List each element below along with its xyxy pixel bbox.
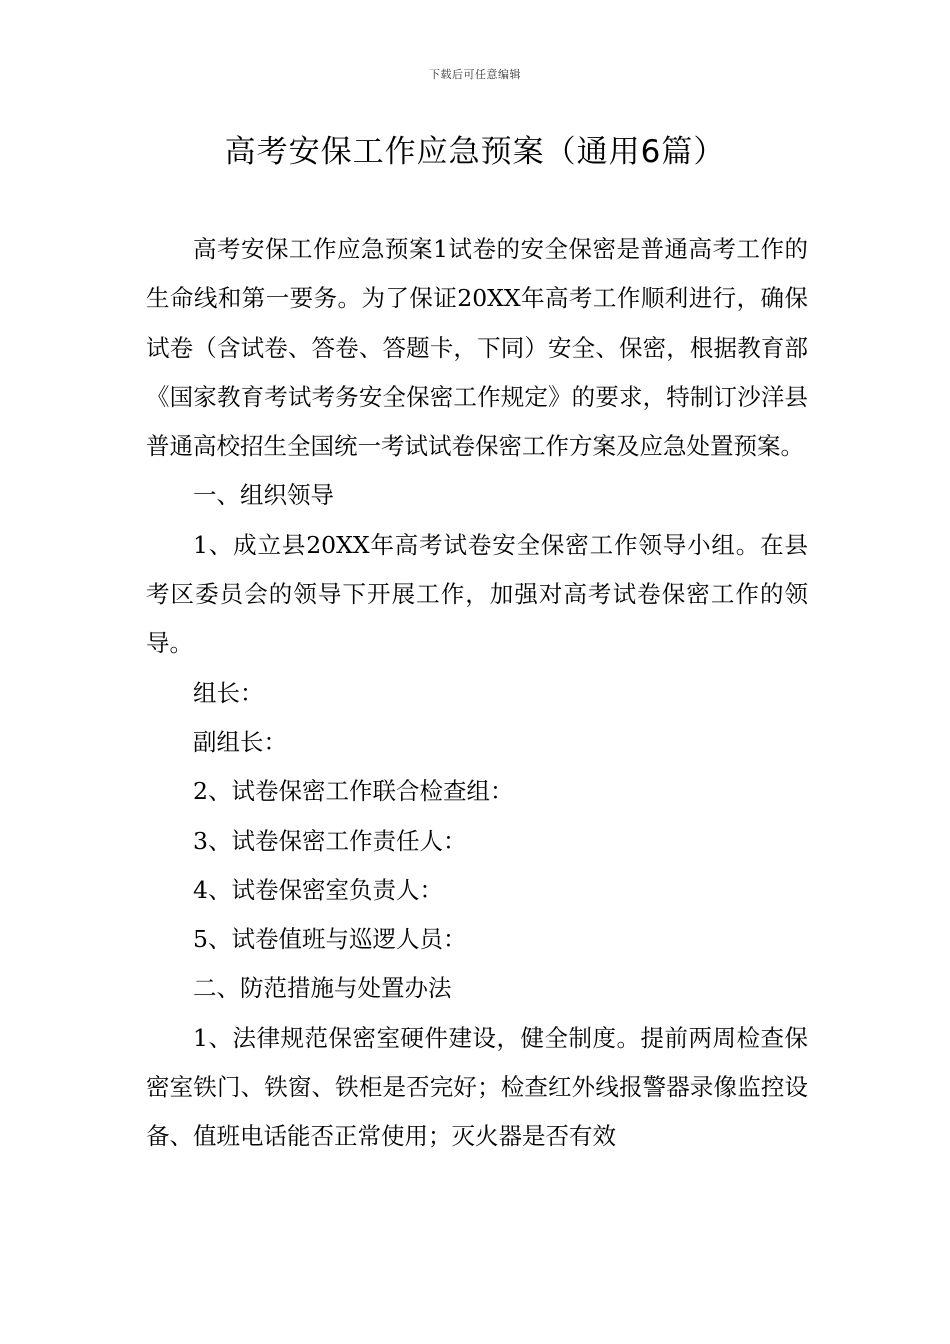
header-note: 下载后可任意编辑 <box>429 68 521 81</box>
paragraph-intro: 高考安保工作应急预案1试卷的安全保密是普通高考工作的生命线和第一要务。为了保证20XX年高考工作顺利进行，确保试卷（含试卷、答卷、答题卡，下同）安全、保密，根据教育部《国家教育考试考务安全保密工作规定》的要求，特制订沙洋县普通高校招生全国统一考试试卷保密工作方案及应急处置预案。 <box>146 235 808 461</box>
paragraph-item: 2、试卷保密工作联合检查组： <box>193 777 514 806</box>
paragraph-item: 副组长： <box>193 727 287 756</box>
document-title: 高考安保工作应急预案（通用6篇） <box>224 134 726 170</box>
section-heading-organization: 一、组织领导 <box>193 481 334 510</box>
paragraph-item: 3、试卷保密工作责任人： <box>193 826 467 855</box>
document-body <box>146 225 808 1162</box>
paragraph-item: 1、法律规范保密室硬件建设，健全制度。提前两周检查保密室铁门、铁窗、铁柜是否完好；检查红外线报警器录像监控设备、值班电话能否正常使用；灭火器是否有效 <box>146 1023 808 1151</box>
paragraph-item: 4、试卷保密室负责人： <box>193 875 443 904</box>
paragraph-item: 1、成立县20XX年高考试卷安全保密工作领导小组。在县考区委员会的领导下开展工作，加强对高考试卷保密工作的领导。 <box>146 530 808 658</box>
section-heading-measures: 二、防范措施与处置办法 <box>193 974 452 1003</box>
paragraph-item: 5、试卷值班与巡逻人员： <box>193 925 467 954</box>
paragraph-item: 组长： <box>193 678 264 707</box>
